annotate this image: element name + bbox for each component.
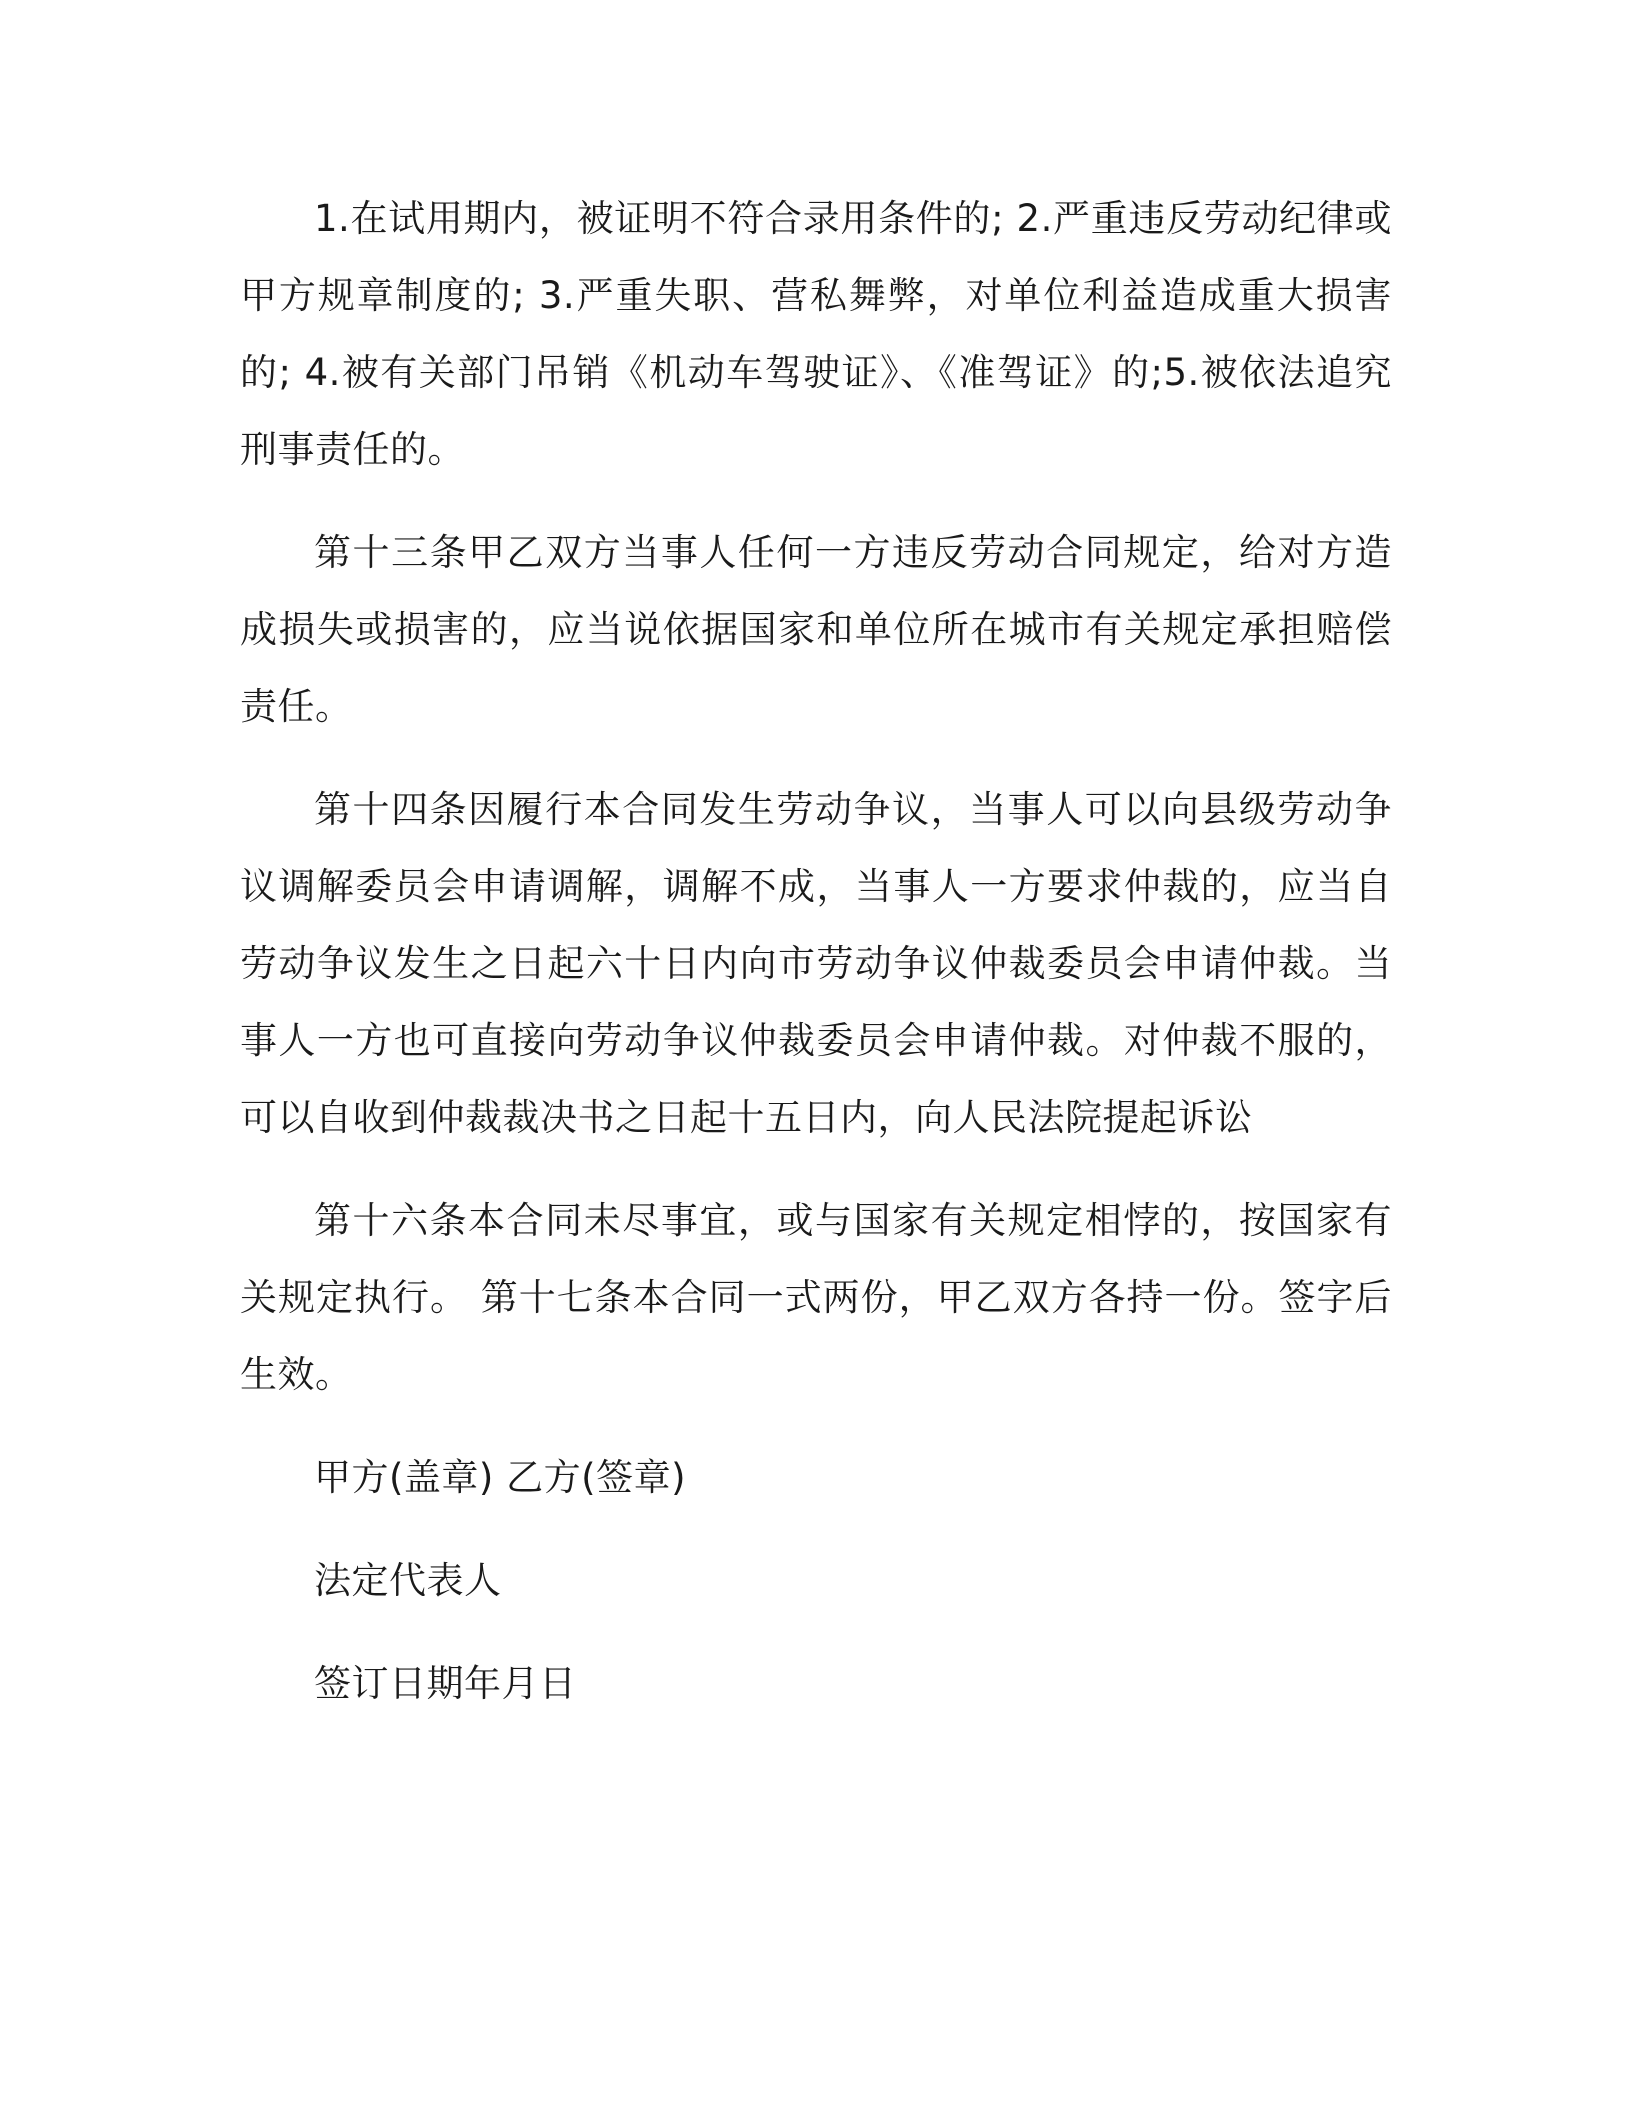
article-13-paragraph: 第十三条甲乙双方当事人任何一方违反劳动合同规定，给对方造成损失或损害的，应当说依据国家和单位所在城市有关规定承担赔偿责任。 [240,531,1392,728]
article-16-17-paragraph: 第十六条本合同未尽事宜，或与国家有关规定相悖的，按国家有关规定执行。 第十七条本合同一式两份，甲乙双方各持一份。签字后生效。 [240,1199,1392,1396]
signature-parties: 甲方(盖章) 乙方(签章) [314,1456,687,1499]
article-14-paragraph: 第十四条因履行本合同发生劳动争议，当事人可以向县级劳动争议调解委员会申请调解，调解不成，当事人一方要求仲裁的，应当自劳动争议发生之日起六十日内向市劳动争议仲裁委员会申请仲裁。当事人一方也可直接向劳动争议仲裁委员会申请仲裁。对仲裁不服的，可以自收到仲裁裁决书之日起十五日内，向人民法院提起诉讼 [240,788,1392,1139]
document-body [240,180,1392,1748]
termination-conditions-paragraph: 1.在试用期内，被证明不符合录用条件的; 2.严重违反劳动纪律或甲方规章制度的; 3.严重失职、营私舞弊，对单位利益造成重大损害的; 4.被有关部门吊销《机动车驾驶证》、《准驾证》的;5.被依法追究刑事责任的。 [240,197,1392,471]
signature-representative: 法定代表人 [314,1559,502,1602]
signature-date: 签订日期年月日 [314,1662,577,1705]
